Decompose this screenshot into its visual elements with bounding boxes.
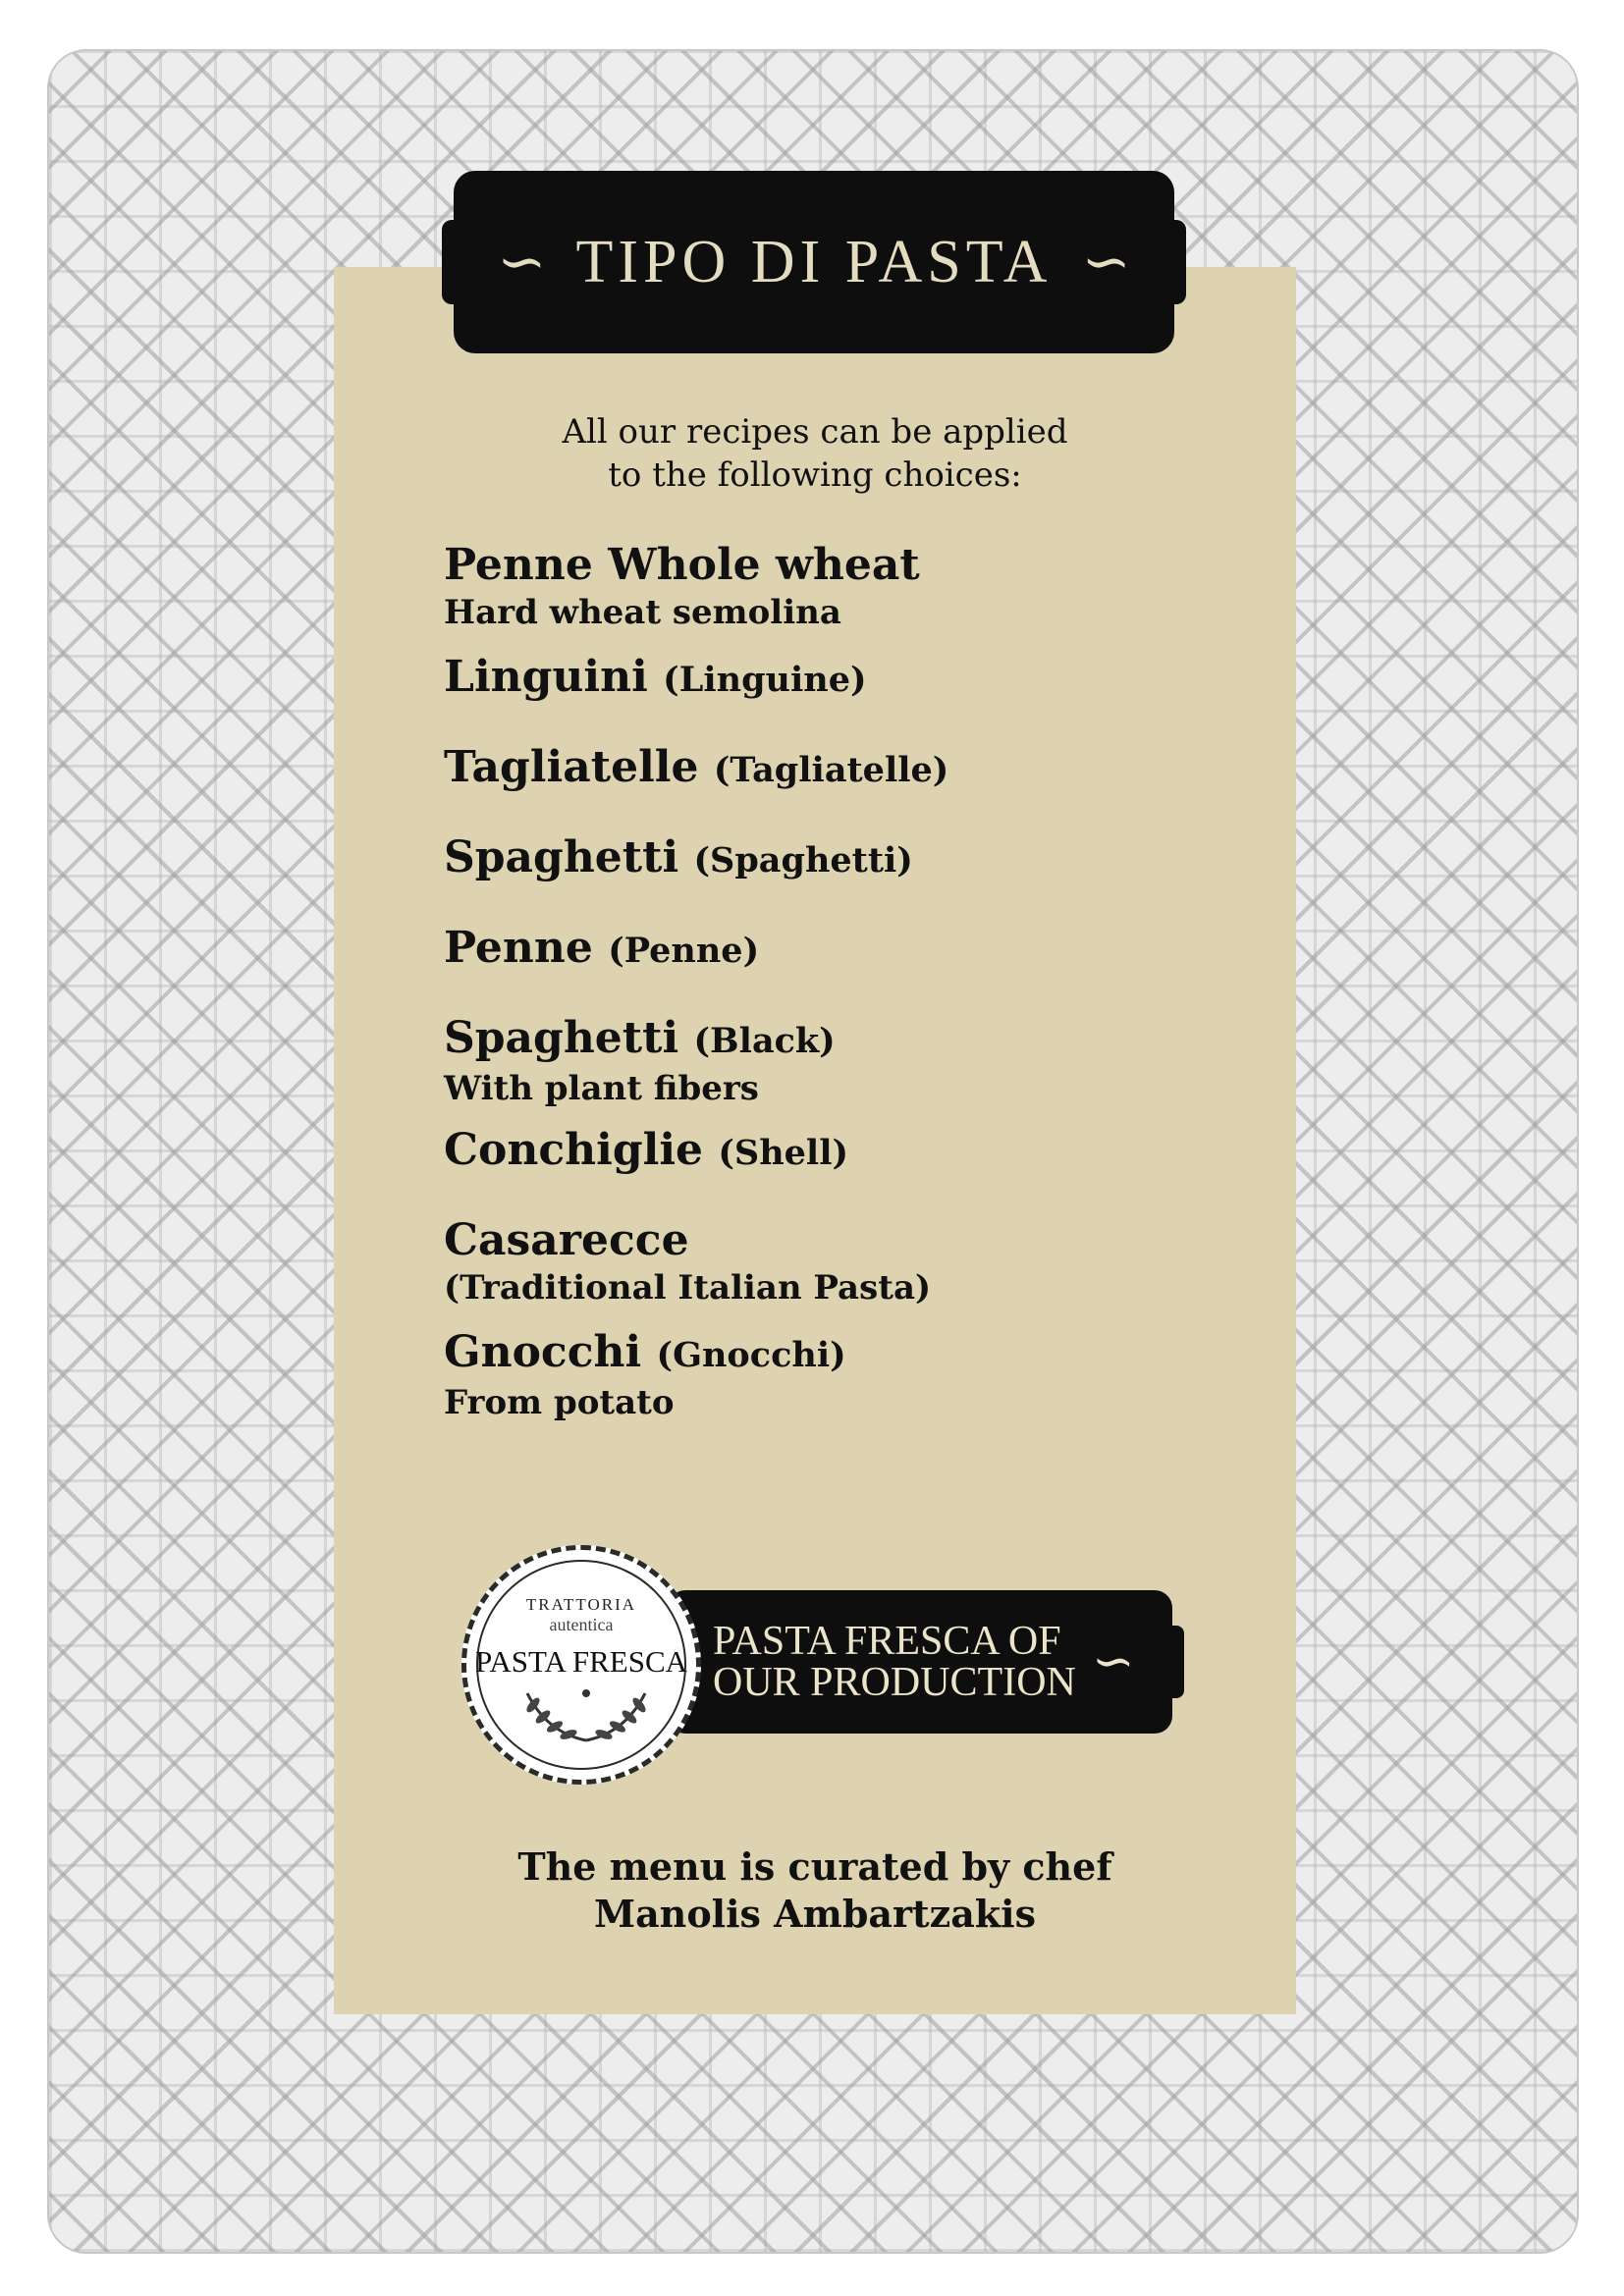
page-title: TIPO DI PASTA	[575, 228, 1053, 295]
list-item	[444, 830, 1249, 899]
item-desc: Hard wheat semolina	[444, 593, 841, 632]
laurel-icon	[508, 1683, 665, 1752]
item-desc: From potato	[444, 1383, 675, 1422]
pasta-fresca-banner	[668, 1590, 1172, 1734]
item-name: Spaghetti	[444, 832, 679, 882]
swash-left-icon: ∽	[497, 228, 547, 296]
item-name: Penne Whole wheat	[444, 540, 920, 590]
seal-sub-text: autentica	[549, 1615, 614, 1634]
title-banner	[454, 171, 1174, 353]
item-alt: (Black)	[693, 1021, 836, 1061]
list-item	[444, 1123, 1249, 1192]
list-item	[444, 1213, 1249, 1308]
list-item	[444, 740, 1249, 809]
item-alt: (Tagliatelle)	[713, 750, 949, 790]
item-alt: (Linguine)	[663, 660, 867, 700]
credit-line-2: Manolis Ambartzakis	[594, 1892, 1036, 1936]
credit-line-1: The menu is curated by chef	[517, 1844, 1112, 1889]
item-alt: (Shell)	[718, 1133, 849, 1173]
item-name: Casarecce	[444, 1215, 689, 1265]
seal-main-text: PASTA FRESCA	[474, 1644, 688, 1679]
item-name: Spaghetti	[444, 1013, 679, 1063]
item-alt: (Penne)	[608, 931, 760, 971]
item-desc: (Traditional Italian Pasta)	[444, 1268, 932, 1308]
intro-text	[334, 410, 1296, 497]
pasta-fresca-text	[713, 1621, 1086, 1703]
item-name: Penne	[444, 923, 593, 973]
trattoria-seal	[461, 1545, 701, 1785]
item-alt: (Gnocchi)	[656, 1335, 846, 1375]
pasta-fresca-line-2: OUR PRODUCTION	[713, 1660, 1076, 1705]
intro-line-2: to the following choices:	[608, 455, 1022, 495]
item-name: Conchiglie	[444, 1125, 704, 1175]
item-desc: With plant fibers	[444, 1069, 759, 1108]
pasta-fresca-line-1: PASTA FRESCA OF	[713, 1619, 1061, 1664]
list-item	[444, 1011, 1249, 1108]
list-item	[444, 538, 1249, 632]
item-name: Linguini	[444, 652, 648, 702]
swash-icon: ∽	[1092, 1632, 1135, 1691]
chef-credit	[334, 1843, 1296, 1938]
swash-right-icon: ∽	[1081, 228, 1131, 296]
item-alt: (Spaghetti)	[693, 840, 913, 881]
list-item	[444, 921, 1249, 989]
intro-line-1: All our recipes can be applied	[562, 412, 1068, 452]
seal-top-text: TRATTORIA	[525, 1595, 637, 1614]
item-name: Tagliatelle	[444, 742, 699, 792]
list-item	[444, 1325, 1249, 1422]
list-item	[444, 650, 1249, 719]
item-name: Gnocchi	[444, 1327, 642, 1377]
pasta-list	[444, 538, 1249, 1422]
